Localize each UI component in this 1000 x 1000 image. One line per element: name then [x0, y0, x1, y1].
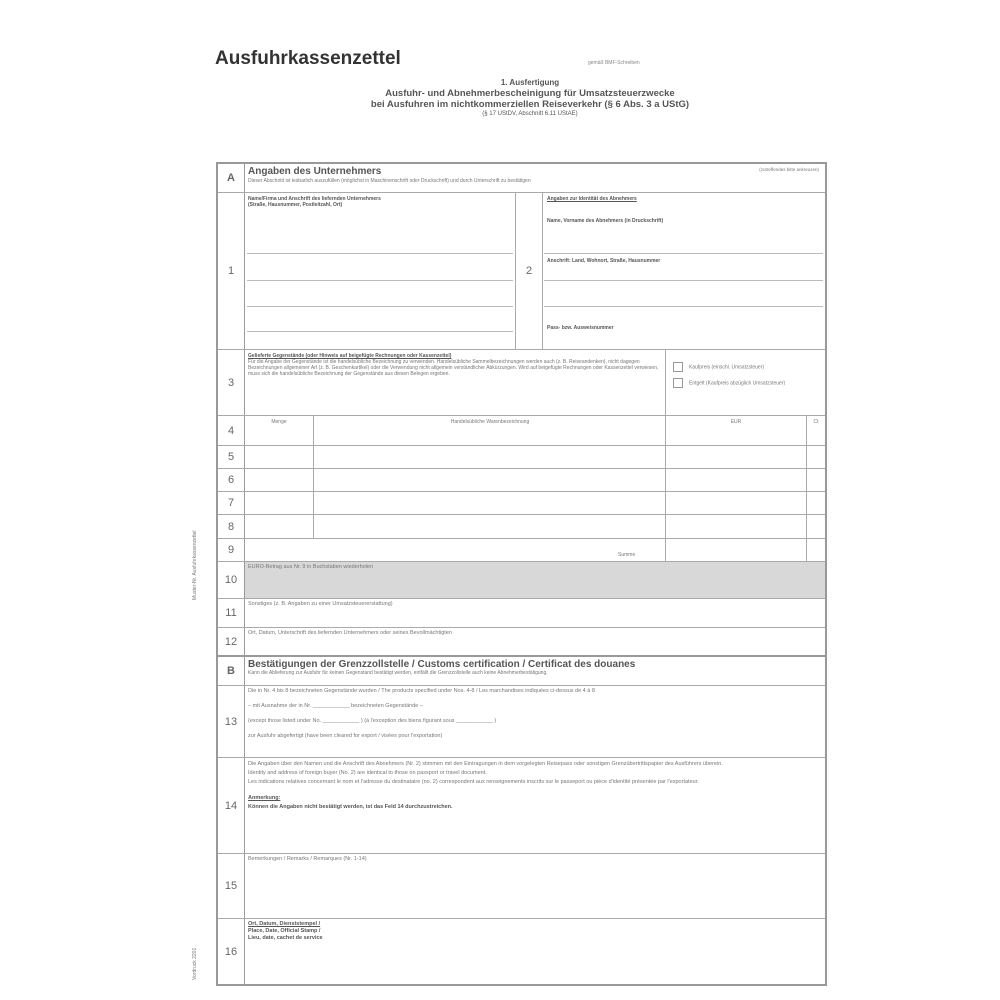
note-heading: Anmerkung:	[248, 795, 281, 801]
row-number-16: 16	[218, 919, 245, 984]
row-3	[218, 349, 825, 415]
subtitle-line-1: Ausfuhr- und Abnehmerbescheinigung für Umsatzsteuerzwecke	[385, 88, 675, 99]
clearance-line-1: Die in Nr. 4 bis 8 bezeichneten Gegenstände wurden / The products specified under Nos. 4-8 / Les marchandises indiquées ci-dessus de 4 à 8	[248, 688, 595, 694]
row-16	[218, 918, 825, 984]
row-number-12: 12	[218, 628, 245, 655]
section-a-instruction: Dieser Abschnitt ist lesbarlich auszufüllen (möglichst in Maschinenschrift oder Druckschrift) und durch Unterschrift zu bestätigen	[248, 178, 531, 184]
clearance-line-4: zur Ausfuhr abgefertigt (have been cleared for export / visées pour l'exportation)	[248, 733, 443, 739]
row-11	[218, 598, 825, 627]
row-number-11: 11	[218, 599, 245, 627]
net-price-option[interactable]: Entgelt (Kaufpreis abzüglich Umsatzsteuer)	[673, 378, 785, 388]
buyer-passport-label: Pass- bzw. Ausweisnummer	[547, 325, 614, 331]
official-stamp-field[interactable]	[245, 919, 825, 984]
row-13	[218, 685, 825, 757]
form-tag: gemäß BMF-Schreiben	[588, 60, 640, 66]
section-b-header	[218, 655, 825, 685]
section-b-instruction: Kann die Ablieferung zur Ausfuhr für keinen Gegenstand bestätigt werden, entfällt die Grenzzollstelle auch keine Abnehmerbestätigung.	[248, 670, 548, 676]
section-b-title: Bestätigungen der Grenzzollstelle / Customs certification / Certificat des douanes	[248, 659, 636, 670]
section-a-title: Angaben des Unternehmers	[248, 166, 382, 177]
supplier-field[interactable]	[245, 193, 515, 349]
row-14	[218, 757, 825, 853]
other-info-field[interactable]	[245, 599, 825, 627]
note-text: Können die Angaben nicht bestätigt werden, ist das Feld 14 durchzustreichen.	[248, 804, 453, 810]
section-a-note: (zutreffendes bitte ankreuzen)	[759, 167, 819, 172]
side-print-note-bottom: Vordruck 2201	[192, 947, 198, 980]
stamp-line-2: Place, Date, Official Stamp /	[248, 928, 321, 934]
stamp-line-3: Lieu, date, cachet de service	[248, 935, 323, 941]
row-12	[218, 627, 825, 655]
supplier-signature-label: Ort, Datum, Unterschrift des liefernden Unternehmers oder seines Bevollmächtigten	[248, 630, 452, 636]
amount-in-words-field[interactable]	[245, 562, 825, 598]
subtitle-line-3: (§ 17 UStDV, Abschnitt 6.11 UStAE)	[482, 111, 578, 117]
row-number-7: 7	[218, 492, 245, 514]
table-row[interactable]	[218, 445, 825, 468]
row-number-9: 9	[218, 539, 245, 561]
side-print-note: Muster-Nr. Ausfuhrkassenzettel	[192, 530, 198, 600]
clearance-line-2: – mit Ausnahme der in Nr. ____________ bezeichneten Gegenstände –	[248, 703, 423, 709]
row-number-3: 3	[218, 350, 245, 415]
col-eur: EUR	[730, 419, 742, 425]
buyer-field[interactable]	[544, 193, 825, 349]
clearance-line-3: (except those listed under No. ____________ ) (à l'exception des biens figurant sous ____________ )	[248, 718, 497, 724]
col-ct: Ct	[813, 419, 819, 425]
sum-label: Summe	[618, 552, 636, 558]
section-a-header	[218, 164, 825, 192]
identity-line-1: Die Angaben über den Namen und die Anschrift des Abnehmers (Nr. 2) stimmen mit den Eintragungen in dem vorgelegten Reisepass oder sonstigen Grenzübertrittspapier des Ausführers überein.	[248, 761, 723, 767]
section-a-letter: A	[218, 164, 245, 192]
row-number-6: 6	[218, 469, 245, 491]
col-quantity: Menge	[271, 419, 287, 425]
row-number-8: 8	[218, 515, 245, 538]
buyer-name-label: Name, Vorname des Abnehmers (in Druckschrift)	[547, 218, 664, 224]
row-number-1: 1	[218, 193, 245, 349]
subtitle-line-2: bei Ausfuhren im nichtkommerziellen Reiseverkehr (§ 6 Abs. 3 a UStG)	[370, 99, 690, 110]
goods-table-header	[218, 415, 825, 445]
customs-clearance-field[interactable]	[245, 686, 825, 757]
form-subheading	[300, 78, 760, 118]
row-number-2: 2	[525, 265, 533, 277]
buyer-address-label: Anschrift: Land, Wohnort, Straße, Hausnummer	[547, 258, 661, 264]
row-number-15: 15	[218, 854, 245, 918]
row-number-10: 10	[218, 562, 245, 598]
row-15	[218, 853, 825, 918]
table-row[interactable]	[218, 491, 825, 514]
form-title: Ausfuhrkassenzettel	[215, 48, 401, 69]
table-row[interactable]	[218, 514, 825, 538]
table-row[interactable]	[218, 468, 825, 491]
other-info-label: Sonstiges (z. B. Angaben zu einer Umsatzsteuererstattung)	[248, 601, 393, 607]
sum-row[interactable]	[218, 538, 825, 561]
remarks-field[interactable]	[245, 854, 825, 918]
net-price-checkbox[interactable]	[673, 378, 683, 388]
row-number-14: 14	[218, 758, 245, 853]
amount-in-words-label: EURO-Betrag aus Nr. 9 in Buchstaben wiederholen	[248, 564, 374, 570]
row-1-2	[218, 192, 825, 349]
copy-label: 1. Ausfertigung	[500, 78, 560, 87]
goods-instructions: Für die Angabe der Gegenstände ist die handelsübliche Bezeichnung zu verwenden. Handelsübliche Sammelbezeichnungen werden auch (z. B. Reiseandenken), nicht dagegen Bezeichnungen allgemeiner Art (z. B. Geschenkartikel) oder die Verwendung nicht allgemein verständlicher Abkürzungen. Wird auf beigefügte Rechnungen oder Kassenzettel verwiesen, muss sich die handelsübliche Bezeichnung der Gegenstände aus diesen Belegen ergeben.	[248, 359, 659, 377]
remarks-label: Bemerkungen / Remarks / Remarques (Nr. 1-14)	[248, 856, 367, 862]
identity-confirmation-field[interactable]	[245, 758, 825, 853]
supplier-label: Name/Firma und Anschrift des liefernden Unternehmers (Straße, Hausnummer, Postleitzahl, Ort)	[248, 196, 381, 208]
section-b-letter: B	[218, 657, 245, 685]
stamp-line-1: Ort, Datum, Dienststempel /	[248, 921, 321, 927]
purchase-price-checkbox[interactable]	[673, 362, 683, 372]
identity-line-2: Identity and address of foreign buyer (No. 2) are identical to those on passport or travel document.	[248, 770, 487, 776]
supplier-signature-field[interactable]	[245, 628, 825, 655]
goods-description-field[interactable]	[245, 350, 665, 415]
identity-line-3: Les indications relatives concernant le nom et l'adresse du destinataire (no. 2) correspondent aux renseignements inscrits sur le passeport ou pièce d'identité présentée par l'exportateur.	[248, 779, 699, 785]
row-number-4: 4	[218, 416, 245, 445]
purchase-price-option[interactable]: Kaufpreis (einschl. Umsatzsteuer)	[673, 362, 785, 372]
buyer-identity-heading: Angaben zur Identität des Abnehmers	[547, 196, 637, 202]
row-number-5: 5	[218, 446, 245, 468]
col-description: Handelsübliche Warenbezeichnung	[450, 419, 530, 425]
goods-label: Gelieferte Gegenstände (oder Hinweis auf beigefügte Rechnungen oder Kassenzettel)	[248, 353, 452, 359]
row-10	[218, 561, 825, 598]
row-number-13: 13	[218, 686, 245, 757]
export-form	[216, 162, 827, 986]
